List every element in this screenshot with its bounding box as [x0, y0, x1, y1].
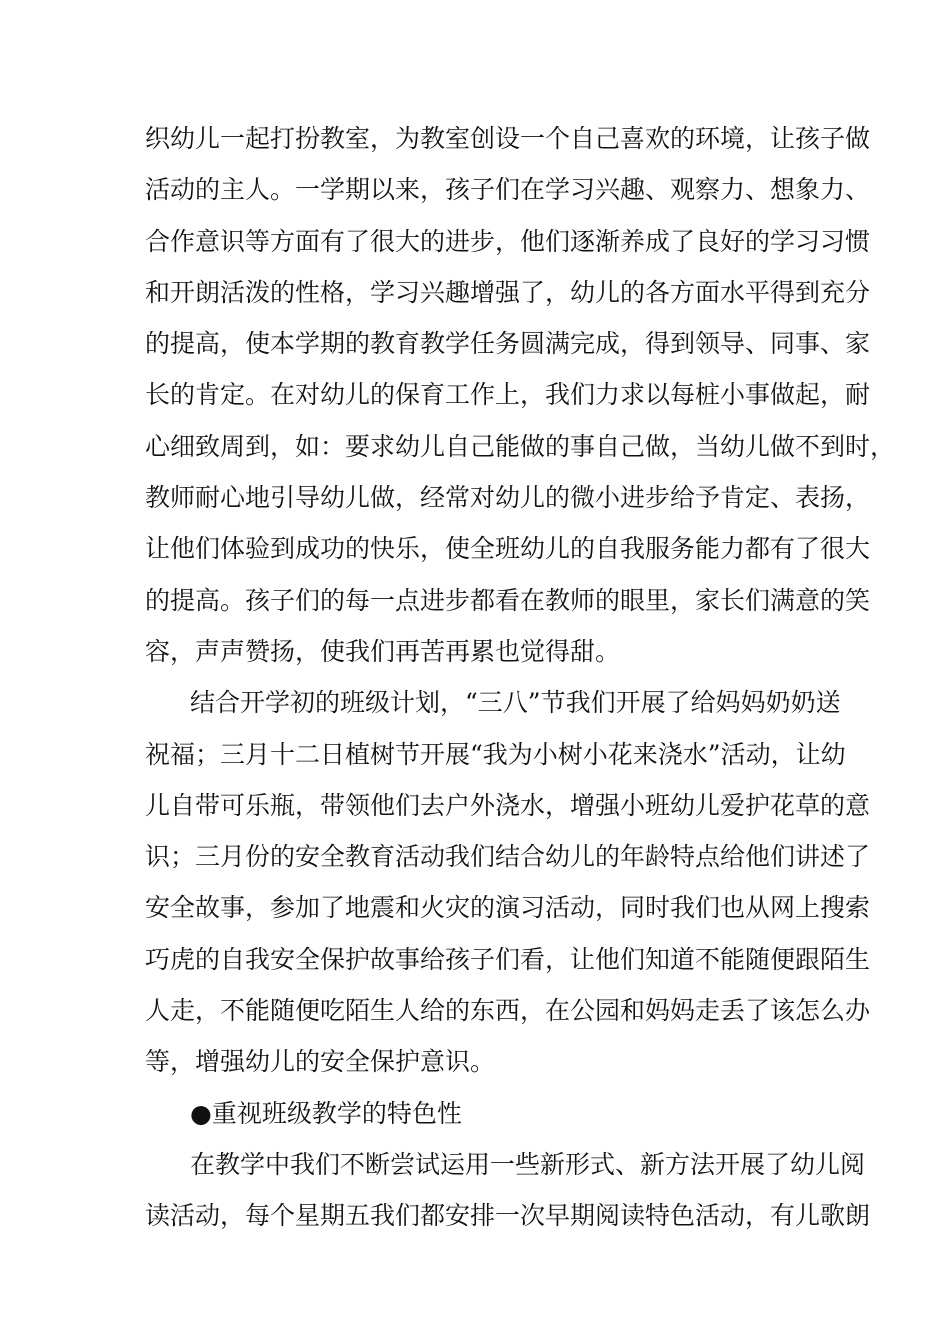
- text-line-19: 等，增强幼儿的安全保护意识。: [145, 1047, 496, 1077]
- text-line-10: 的提高。孩子们的每一点进步都看在教师的眼里，家长们满意的笑: [145, 585, 871, 615]
- text-line-5: 的提高，使本学期的教育教学任务圆满完成，得到领导、同事、家: [145, 329, 871, 359]
- text-line-8: 教师耐心地引导幼儿做，经常对幼儿的微小进步给予肯定、表扬，: [145, 483, 871, 513]
- section-heading: ●重视班级教学的特色性: [190, 1098, 462, 1128]
- text-line-13: 祝福；三月十二日植树节开展“我为小树小花来浇水”活动，让幼: [145, 739, 846, 769]
- text-line-4: 和开朗活泼的性格，学习兴趣增强了，幼儿的各方面水平得到充分: [145, 277, 871, 307]
- text-line-2: 活动的主人。一学期以来，孩子们在学习兴趣、观察力、想象力、: [145, 175, 871, 205]
- text-line-14: 儿自带可乐瓶，带领他们去户外浇水，增强小班幼儿爱护花草的意: [145, 790, 871, 820]
- document-body: [145, 113, 896, 1242]
- text-line-22: 读活动，每个星期五我们都安排一次早期阅读特色活动，有儿歌朗: [145, 1201, 871, 1231]
- text-line-15: 识；三月份的安全教育活动我们结合幼儿的年龄特点给他们讲述了: [145, 842, 871, 872]
- text-line-17: 巧虎的自我安全保护故事给孩子们看，让他们知道不能随便跟陌生: [145, 944, 871, 974]
- text-line-21: 在教学中我们不断尝试运用一些新形式、新方法开展了幼儿阅: [190, 1149, 866, 1179]
- text-line-3: 合作意识等方面有了很大的进步，他们逐渐养成了良好的学习习惯: [145, 226, 871, 256]
- text-line-18: 人走，不能随便吃陌生人给的东西，在公园和妈妈走丢了该怎么办: [145, 996, 871, 1026]
- text-line-7: 心细致周到，如：要求幼儿自己能做的事自己做，当幼儿做不到时，: [145, 431, 896, 461]
- text-line-1: 织幼儿一起打扮教室，为教室创设一个自己喜欢的环境，让孩子做: [145, 124, 871, 153]
- text-line-16: 安全故事，参加了地震和火灾的演习活动，同时我们也从网上搜索: [145, 893, 871, 923]
- text-line-9: 让他们体验到成功的快乐，使全班幼儿的自我服务能力都有了很大: [145, 534, 871, 564]
- text-line-12: 结合开学初的班级计划，“三八”节我们开展了给妈妈奶奶送: [190, 688, 841, 718]
- text-line-11: 容，声声赞扬，使我们再苦再累也觉得甜。: [145, 636, 621, 666]
- text-line-6: 长的肯定。在对幼儿的保育工作上，我们力求以每桩小事做起，耐: [145, 380, 871, 410]
